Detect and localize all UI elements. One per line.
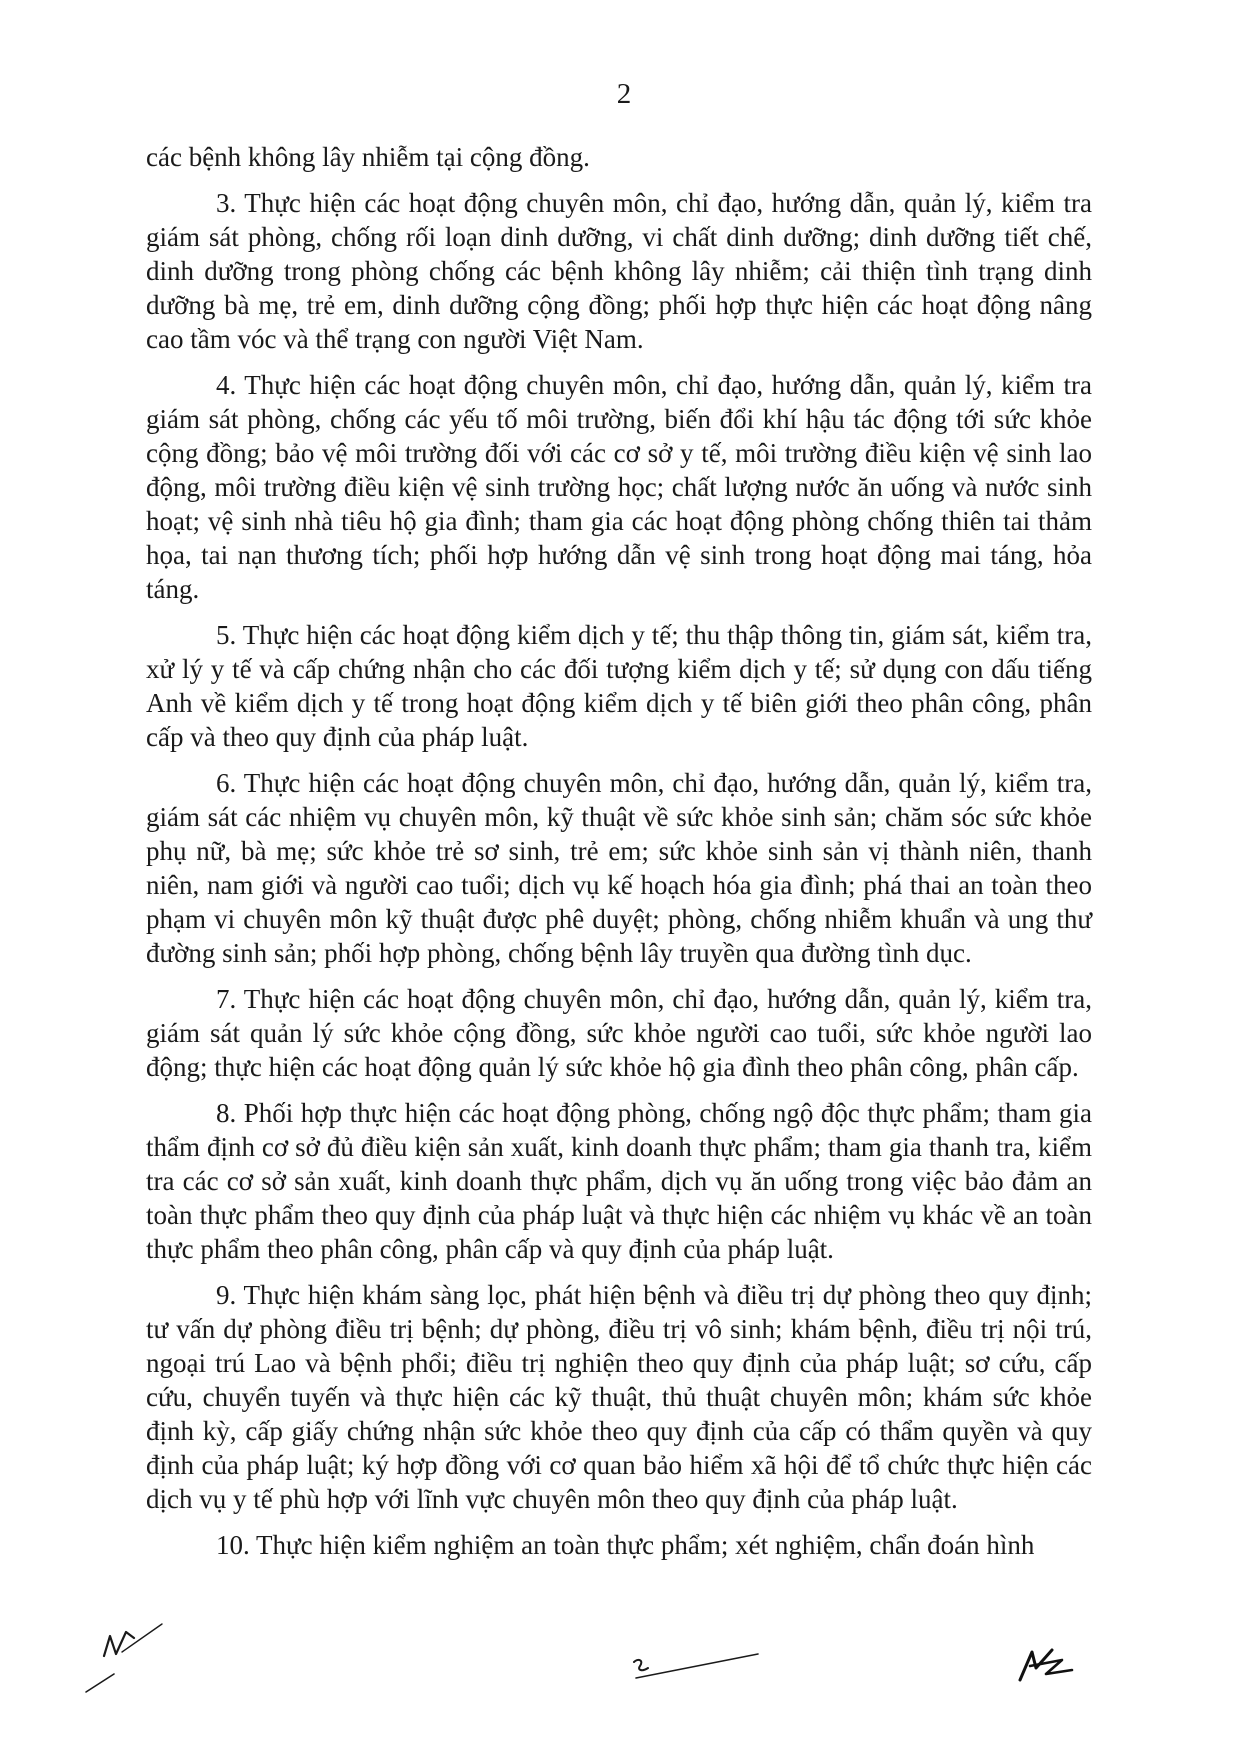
initial-signature-right [1012, 1640, 1082, 1690]
paragraph-item-9: 9. Thực hiện khám sàng lọc, phát hiện bệnh và điều trị dự phòng theo quy định; tư vấn dự phòng điều trị bệnh; dự phòng, điều trị vô sinh; khám bệnh, điều trị nội trú, ngoại trú Lao và bệnh phổi; điều trị nghiện theo quy định của pháp luật; sơ cứu, cấp cứu, chuyển tuyến và thực hiện các kỹ thuật, thủ thuật chuyên môn; khám sức khỏe định kỳ, cấp giấy chứng nhận sức khỏe theo quy định của cấp có thẩm quyền và quy định của pháp luật; ký hợp đồng với cơ quan bảo hiểm xã hội để tổ chức thực hiện các dịch vụ y tế phù hợp với lĩnh vực chuyên môn theo quy định của pháp luật. [146, 1280, 1092, 1514]
paragraph-item-6: 6. Thực hiện các hoạt động chuyên môn, chỉ đạo, hướng dẫn, quản lý, kiểm tra, giám sát các nhiệm vụ chuyên môn, kỹ thuật về sức khỏe sinh sản; chăm sóc sức khỏe phụ nữ, bà mẹ; sức khỏe trẻ sơ sinh, trẻ em; sức khỏe sinh sản vị thành niên, thanh niên, nam giới và người cao tuổi; dịch vụ kế hoạch hóa gia đình; phá thai an toàn theo phạm vi chuyên môn kỹ thuật được phê duyệt; phòng, chống nhiễm khuẩn và ung thư đường sinh sản; phối hợp phòng, chống bệnh lây truyền qua đường tình dục. [146, 768, 1092, 968]
paragraph-item-5: 5. Thực hiện các hoạt động kiểm dịch y tế; thu thập thông tin, giám sát, kiểm tra, xử lý y tế và cấp chứng nhận cho các đối tượng kiểm dịch y tế; sử dụng con dấu tiếng Anh về kiểm dịch y tế trong hoạt động kiểm dịch y tế biên giới theo phân công, phân cấp và theo quy định của pháp luật. [146, 620, 1092, 752]
paragraph-item-3: 3. Thực hiện các hoạt động chuyên môn, chỉ đạo, hướng dẫn, quản lý, kiểm tra giám sát phòng, chống rối loạn dinh dưỡng, vi chất dinh dưỡng; dinh dưỡng tiết chế, dinh dưỡng trong phòng chống các bệnh không lây nhiễm; cải thiện tình trạng dinh dưỡng bà mẹ, trẻ em, dinh dưỡng cộng đồng; phối hợp thực hiện các hoạt động nâng cao tầm vóc và thể trạng con người Việt Nam. [146, 188, 1092, 354]
paragraph-item-7: 7. Thực hiện các hoạt động chuyên môn, chỉ đạo, hướng dẫn, quản lý, kiểm tra, giám sát quản lý sức khỏe cộng đồng, sức khỏe người cao tuổi, sức khỏe người lao động; thực hiện các hoạt động quản lý sức khỏe hộ gia đình theo phân công, phân cấp. [146, 984, 1092, 1082]
initial-signature-center [628, 1648, 768, 1688]
page-number: 2 [616, 78, 632, 110]
paragraph-item-10: 10. Thực hiện kiểm nghiệm an toàn thực phẩm; xét nghiệm, chẩn đoán hình [216, 1530, 1035, 1560]
paragraph-item-4: 4. Thực hiện các hoạt động chuyên môn, chỉ đạo, hướng dẫn, quản lý, kiểm tra giám sát phòng, chống các yếu tố môi trường, biến đổi khí hậu tác động tới sức khỏe cộng đồng; bảo vệ môi trường đối với các cơ sở y tế, môi trường điều kiện vệ sinh lao động, môi trường điều kiện vệ sinh trường học; chất lượng nước ăn uống và nước sinh hoạt; vệ sinh nhà tiêu hộ gia đình; tham gia các hoạt động phòng chống thiên tai thảm họa, tai nạn thương tích; phối hợp hướng dẫn vệ sinh trong hoạt động mai táng, hỏa táng. [146, 370, 1092, 604]
paragraph-continuation: các bệnh không lây nhiễm tại cộng đồng. [146, 142, 590, 172]
document-body [146, 140, 1092, 1574]
initial-signature-left [82, 1618, 172, 1698]
paragraph-item-8: 8. Phối hợp thực hiện các hoạt động phòng, chống ngộ độc thực phẩm; tham gia thẩm định cơ sở đủ điều kiện sản xuất, kinh doanh thực phẩm; tham gia thanh tra, kiểm tra các cơ sở sản xuất, kinh doanh thực phẩm, dịch vụ ăn uống trong việc bảo đảm an toàn thực phẩm theo quy định của pháp luật và thực hiện các nhiệm vụ khác về an toàn thực phẩm theo phân công, phân cấp và quy định của pháp luật. [146, 1098, 1092, 1264]
